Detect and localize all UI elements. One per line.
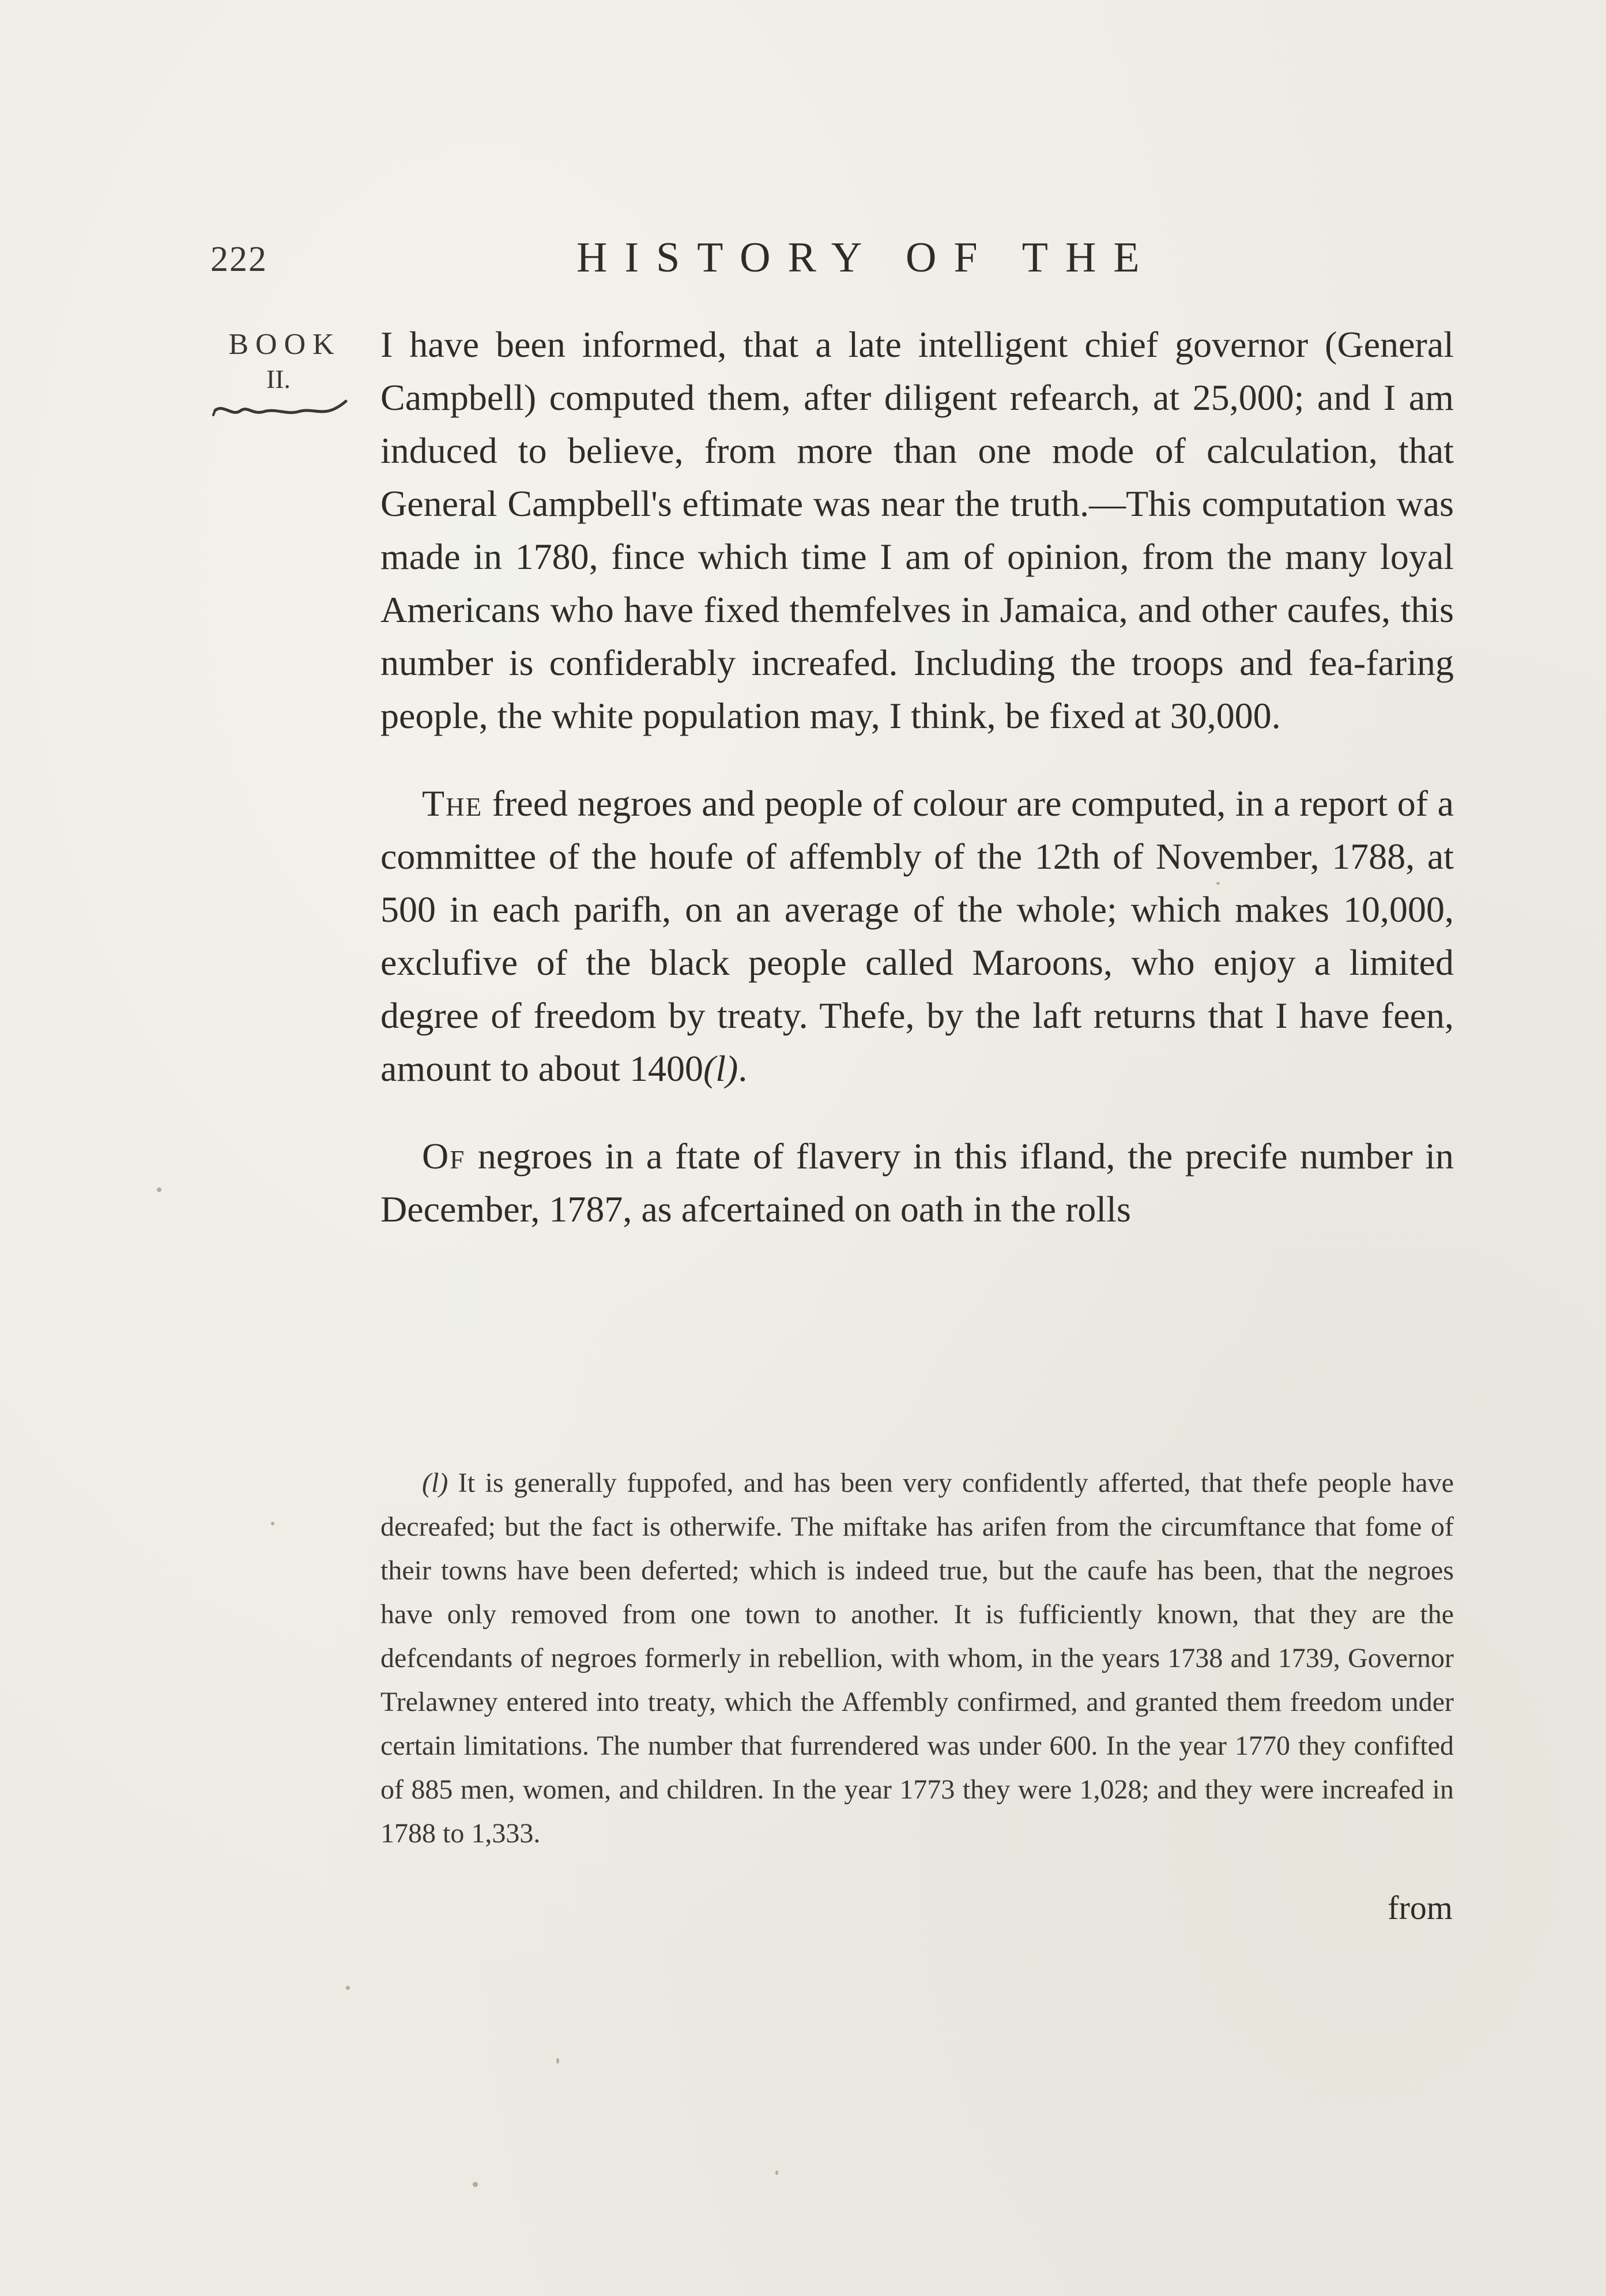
book-label: BOOK [228, 328, 341, 361]
footnote-paragraph [380, 1461, 1454, 1856]
ornament-flourish-icon [201, 398, 362, 424]
paragraph-text: negroes in a ftate of flavery in this ifland, the precife number in December, 1787, as afcertained on oath in the rolls [380, 1136, 1454, 1230]
page-number: 222 [210, 240, 267, 279]
paragraph-lead-word: The [422, 783, 483, 824]
paper-speck [775, 2170, 778, 2175]
margin-book-note [212, 327, 362, 424]
paper-speck [271, 1522, 274, 1525]
book-number: II. [266, 364, 291, 394]
catchword: from [1388, 1889, 1453, 1926]
paragraph-slavery [380, 1130, 1454, 1236]
paper-speck [473, 2182, 478, 2187]
paragraph-freed-negroes [380, 777, 1454, 1095]
paragraph-text: freed negroes and people of colour are computed, in a report of a committee of the houfe of affembly of the 12th of November, 1788, at 500 in each parifh, on an average of the whole; which makes 10,000, exclufive of the black people called Maroons, who enjoy a limited degree of freedom by treaty. Thefe, by the laft returns that I have feen, amount to about 1400 [380, 783, 1454, 1089]
paper-speck [556, 2058, 559, 2064]
paper-speck [1216, 882, 1220, 885]
paragraph-white-population: I have been informed, that a late intelligent chief governor (General Campbell) computed them, after diligent refearch, at 25,000; and I am induced to believe, from more than one mode of calculation, that General Campbell's eftimate was near the truth.—This computation was made in 1780, fince which time I am of opinion, from the many loyal Americans who have fixed themfelves in Jamaica, and other caufes, this number is confiderably increafed. Including the troops and fea-faring people, the white population may, I think, be fixed at 30,000. [380, 324, 1454, 736]
running-head [0, 233, 1606, 291]
paper-speck [157, 1187, 161, 1192]
main-text [380, 318, 1454, 1236]
footnote-marker: (l) [422, 1468, 448, 1498]
paragraph-lead-word: Of [422, 1136, 466, 1177]
footnote-text: It is generally fuppofed, and has been very confidently afferted, that thefe people have decreafed; but the fact is otherwife. The miftake has arifen from the circumftance that fome of their towns have been deferted; which is indeed true, but the caufe has been, that the negroes have only removed from one town to another. It is fufficiently known, that they are the defcendants of negroes formerly in rebellion, with whom, in the years 1738 and 1739, Governor Trelawney entered into treaty, which the Affembly confirmed, and granted them freedom under certain limitations. The number that furrendered was under 600. In the year 1770 they confifted of 885 men, women, and children. In the year 1773 they were 1,028; and they were increafed in 1788 to 1,333. [380, 1468, 1454, 1849]
footnote-reference: (l) [703, 1048, 738, 1089]
running-title: HISTORY OF THE [576, 234, 1157, 281]
footnote [380, 1461, 1454, 1856]
paper-speck [346, 1986, 350, 1990]
paragraph-end: . [738, 1048, 748, 1089]
